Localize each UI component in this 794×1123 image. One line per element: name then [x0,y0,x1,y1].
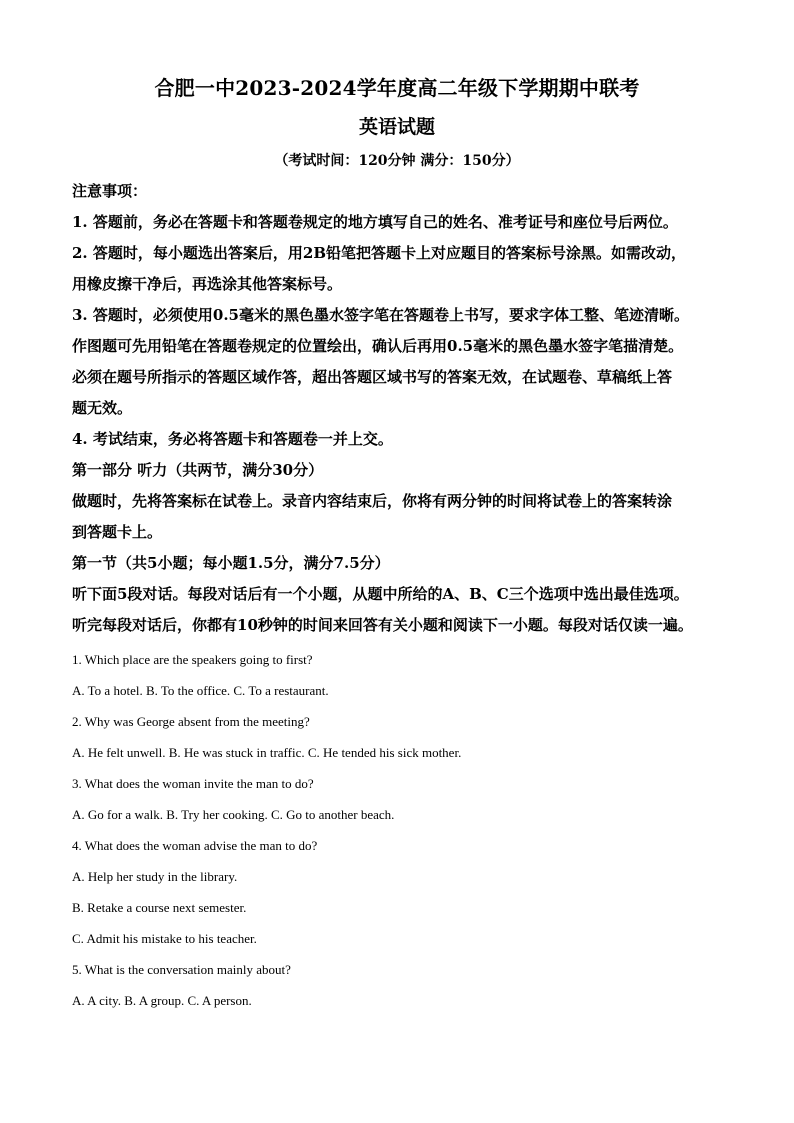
question-5-options: A. A city. B. A group. C. A person. [72,993,252,1008]
question-list [72,644,732,1016]
exam-time-info: （考试时间：120分钟 满分：150分） [274,153,520,169]
question-3: 3. What does the woman invite the man to do? [72,776,314,791]
question-3-options: A. Go for a walk. B. Try her cooking. C. Go to another beach. [72,807,395,822]
notice-item-2-line-1: 2. 答题时，每小题选出答案后，用2B铅笔把答题卡上对应题目的答案标号涂黑。如需改动， [72,244,687,262]
section1-instruction-line-2: 听完每段对话后，你都有10秒钟的时间来回答有关小题和阅读下一小题。每段对话仅读一遍。 [72,616,693,634]
question-4: 4. What does the woman advise the man to do? [72,838,318,853]
section1-instruction-line-1: 听下面5段对话。每段对话后有一个小题，从题中所给的A、B、C三个选项中选出最佳选项。 [72,585,689,603]
question-2: 2. Why was George absent from the meeting? [72,714,310,729]
notice-heading: 注意事项： [72,182,148,200]
notice-item-2-line-2: 用橡皮擦干净后，再选涂其他答案标号。 [72,275,343,293]
question-1: 1. Which place are the speakers going to first? [72,652,313,667]
notice-item-3-line-2: 作图题可先用铅笔在答题卷规定的位置绘出，确认后再用0.5毫米的黑色墨水签字笔描清楚。 [72,337,684,355]
question-4-option-a: A. Help her study in the library. [72,869,238,884]
section1-heading: 第一节（共5小题；每小题1.5分，满分7.5分） [72,554,390,572]
notice-item-3-line-1: 3. 答题时，必须使用0.5毫米的黑色墨水签字笔在答题卷上书写，要求字体工整、笔迹清晰。 [72,306,689,324]
notice-item-3-line-3: 必须在题号所指示的答题区域作答，超出答题区域书写的答案无效，在试题卷、草稿纸上答 [72,368,673,386]
question-5: 5. What is the conversation mainly about? [72,962,291,977]
notice-item-3-line-4: 题无效。 [72,399,133,417]
exam-title: 合肥一中2023-2024学年度高二年级下学期期中联考 [154,76,640,100]
notice-item-4: 4. 考试结束，务必将答题卡和答题卷一并上交。 [72,430,393,448]
part1-instruction-line-1: 做题时，先将答案标在试卷上。录音内容结束后，你将有两分钟的时间将试卷上的答案转涂 [72,492,673,510]
question-1-options: A. To a hotel. B. To the office. C. To a restaurant. [72,683,329,698]
notice-item-1: 1. 答题前，务必在答题卡和答题卷规定的地方填写自己的姓名、准考证号和座位号后两位。 [72,213,678,231]
question-4-option-b: B. Retake a course next semester. [72,900,247,915]
notice-section [72,176,732,641]
question-4-option-c: C. Admit his mistake to his teacher. [72,931,257,946]
part1-heading: 第一部分 听力（共两节，满分30分） [72,461,324,479]
subject-title: 英语试题 [358,116,435,138]
part1-instruction-line-2: 到答题卡上。 [72,523,163,541]
question-2-options: A. He felt unwell. B. He was stuck in traffic. C. He tended his sick mother. [72,745,462,760]
